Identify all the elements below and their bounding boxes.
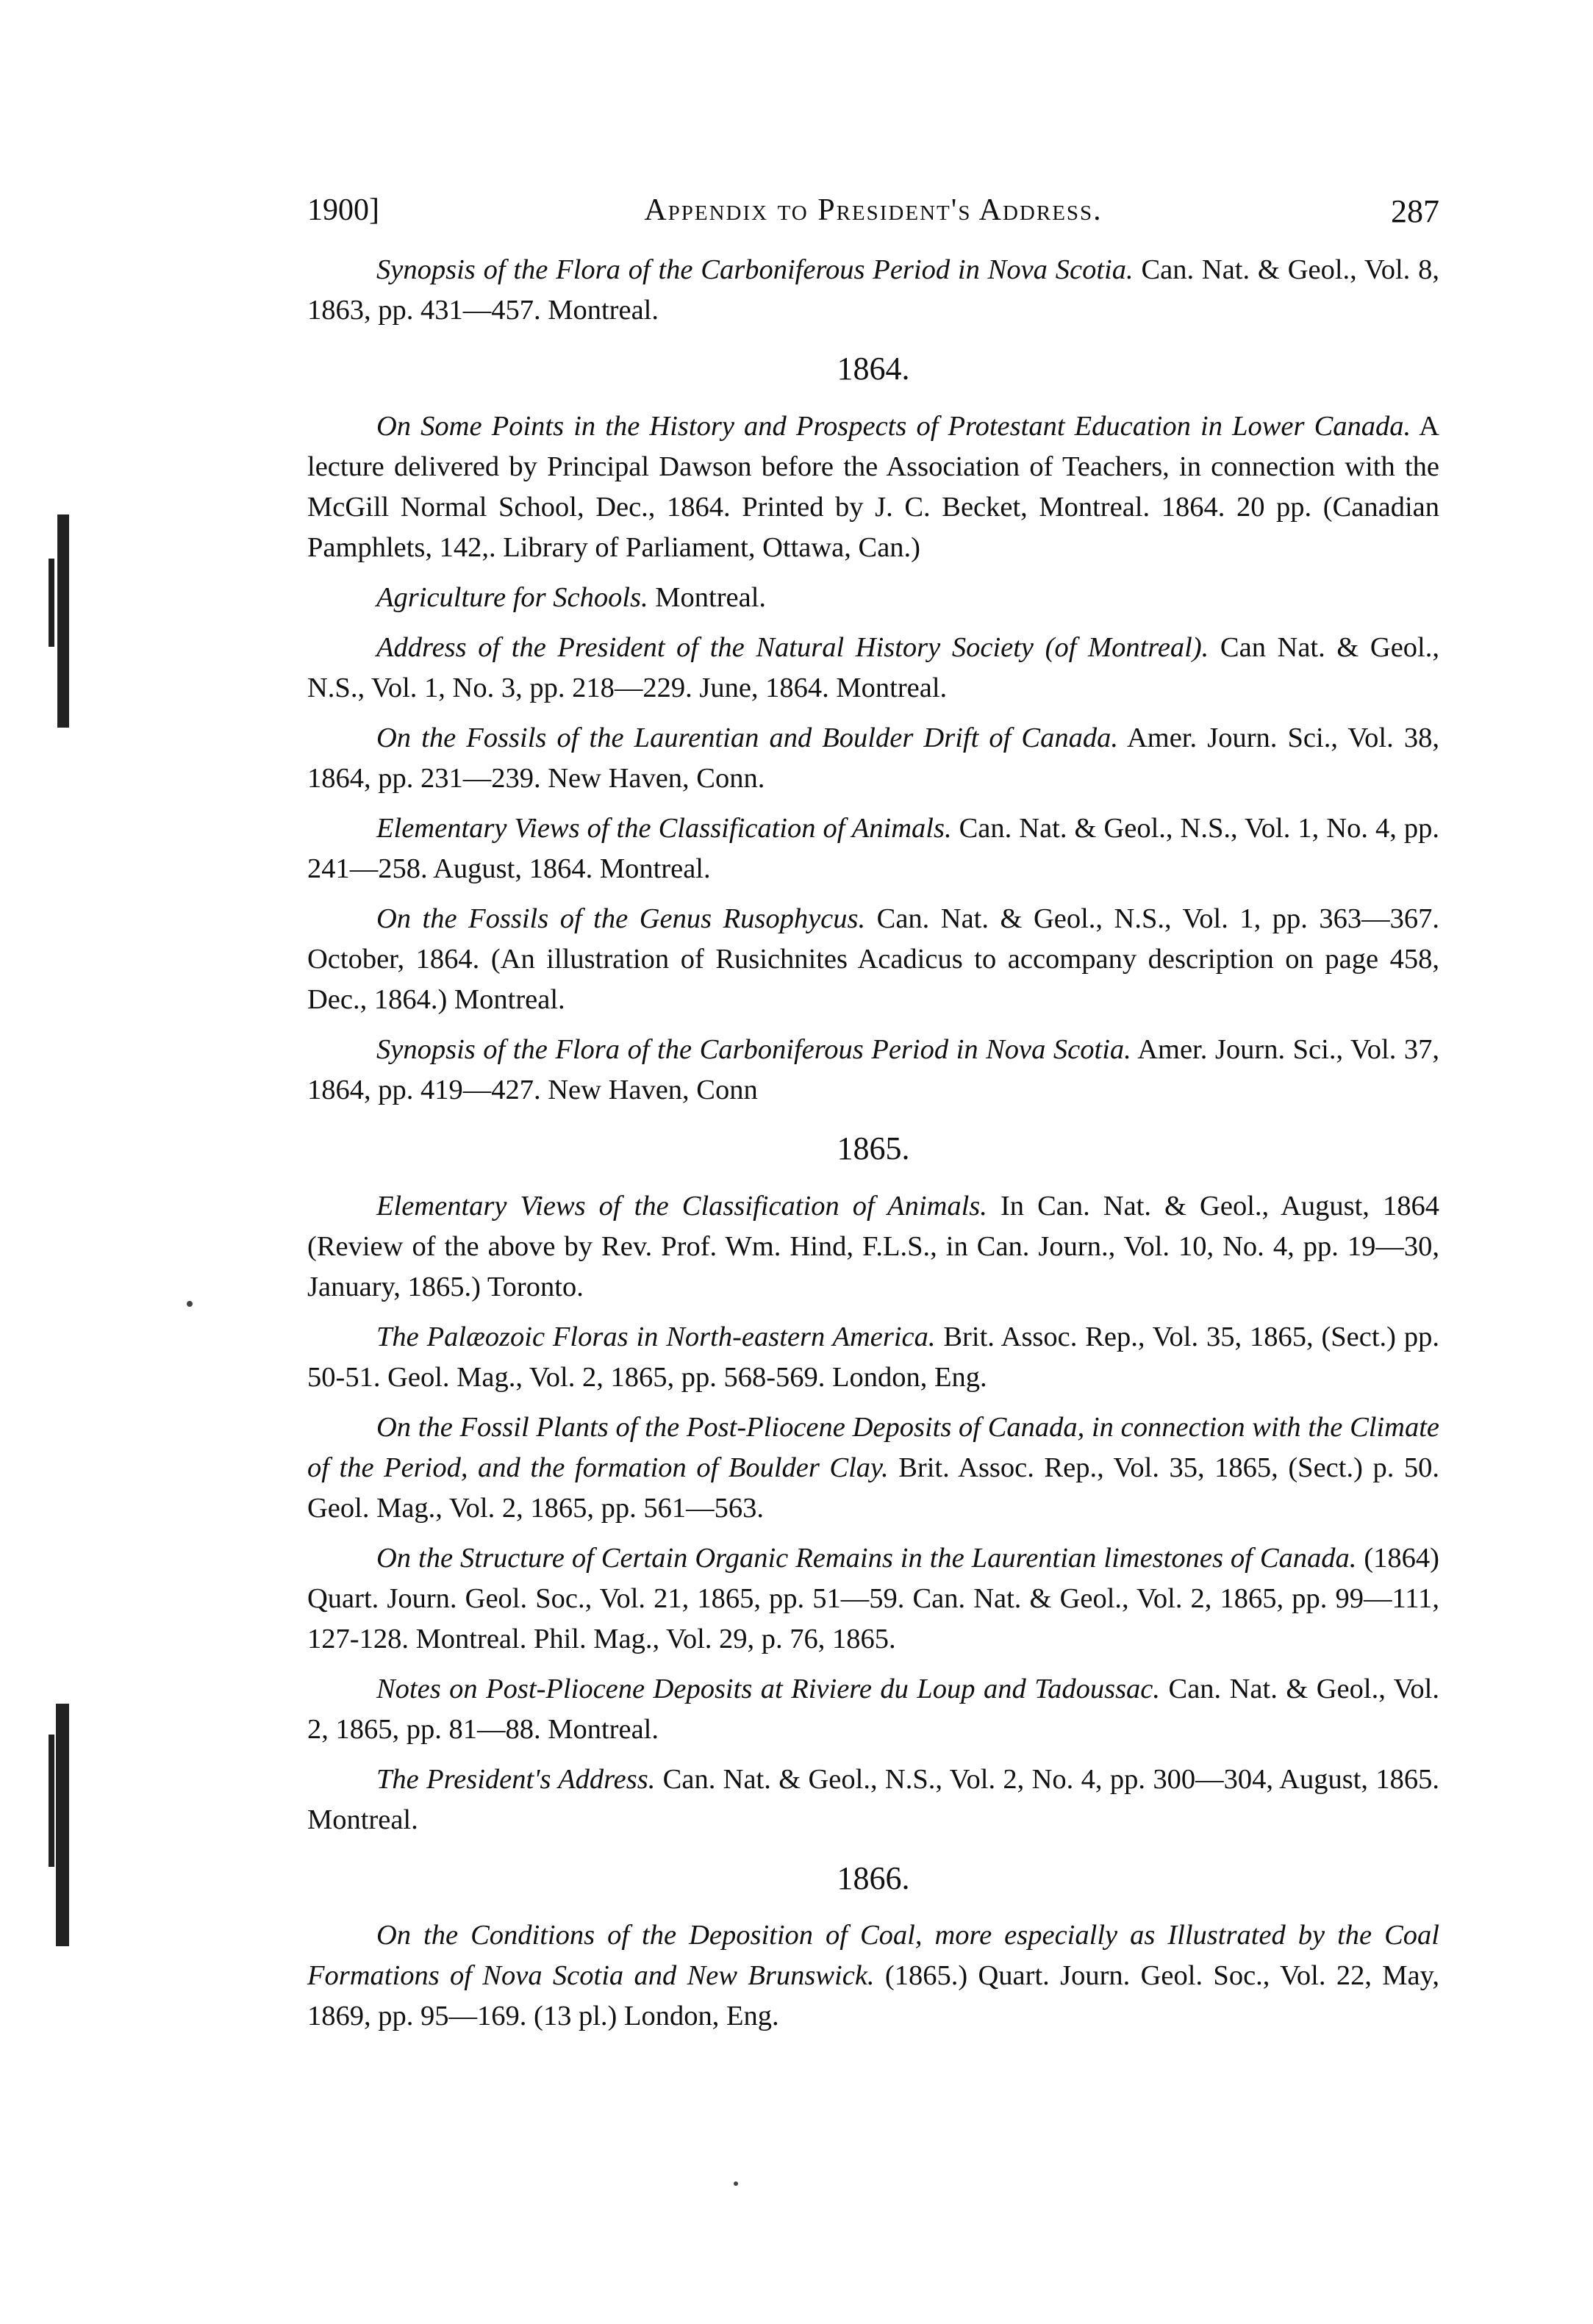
- year-heading: 1865.: [837, 1130, 910, 1166]
- entry-citation: Amer. Journ. Sci., Vol. 38, 1864, pp. 231—239. New Haven, Conn.: [307, 722, 1439, 794]
- entry-title: The President's Address.: [376, 1763, 656, 1795]
- binding-mark: [56, 1704, 69, 1946]
- entry-citation: Can. Nat. & Geol., N.S., Vol. 1, pp. 363—367. October, 1864. (An illustration of Rusichnites Acadicus to accompany description on page 458, Dec., 1864.) Montreal.: [307, 903, 1440, 1015]
- bibliography-entry: [307, 1317, 1439, 1398]
- section-1866: [307, 1859, 1439, 2037]
- entry-title: Notes on Post-Pliocene Deposits at Riviere du Loup and Tadoussac.: [376, 1673, 1161, 1704]
- bibliography-body: [307, 250, 1439, 2046]
- bibliography-entry: [307, 1669, 1439, 1750]
- entry-citation: Brit. Assoc. Rep., Vol. 35, 1865, (Sect.) pp. 50-51. Geol. Mag., Vol. 2, 1865, pp. 568-569. London, Eng.: [307, 1321, 1439, 1393]
- bibliography-entry: [307, 628, 1439, 709]
- section-1865: [307, 1130, 1439, 1840]
- bibliography-entry: [307, 1760, 1439, 1840]
- bibliography-entry: [307, 406, 1439, 568]
- entry-title: On the Fossil Plants of the Post-Pliocene Deposits of Canada, in connection with the Climate of the Period, and the formation of Boulder Clay.: [307, 1411, 1439, 1483]
- entry-title: On the Fossils of the Laurentian and Boulder Drift of Canada.: [376, 722, 1118, 753]
- binding-mark: [57, 514, 69, 728]
- scan-speck: [734, 2181, 738, 2186]
- entry-citation: Can. Nat. & Geol., Vol. 2, 1865, pp. 81—88. Montreal.: [307, 1673, 1440, 1745]
- header-title: Appendix to President's Address.: [644, 193, 1103, 227]
- page-number: 287: [1391, 193, 1439, 229]
- bibliography-entry: [307, 578, 1439, 618]
- year-heading: 1864.: [837, 351, 910, 387]
- bibliography-entry: [307, 250, 1439, 331]
- header-year: 1900]: [307, 193, 379, 227]
- entry-title: On the Fossils of the Genus Rusophycus.: [376, 903, 866, 934]
- bibliography-entry: [307, 1186, 1439, 1308]
- entry-citation: Can. Nat. & Geol., N.S., Vol. 2, No. 4, pp. 300—304, August, 1865. Montreal.: [307, 1763, 1439, 1835]
- entry-citation: Can. Nat. & Geol., Vol. 8, 1863, pp. 431—457. Montreal.: [307, 254, 1440, 326]
- entry-citation: Amer. Journ. Sci., Vol. 37, 1864, pp. 419—427. New Haven, Conn: [307, 1033, 1439, 1105]
- entry-title: On the Conditions of the Deposition of Coal, more especially as Illustrated by the Coal Formations of Nova Scotia and New Brunswick.: [307, 1920, 1439, 1992]
- bibliography-entry: [307, 1538, 1439, 1660]
- entry-title: On the Structure of Certain Organic Remains in the Laurentian limestones of Canada.: [376, 1542, 1357, 1574]
- bibliography-entry: [307, 1030, 1439, 1111]
- entry-citation: (1865.) Quart. Journ. Geol. Soc., Vol. 22, May, 1869, pp. 95—169. (13 pl.) London, Eng.: [307, 1960, 1439, 2032]
- year-heading: 1866.: [837, 1859, 910, 1896]
- bibliography-entry: [307, 1407, 1439, 1529]
- entry-citation: In Can. Nat. & Geol., August, 1864 (Review of the above by Rev. Prof. Wm. Hind, F.L.S., in Can. Journ., Vol. 10, No. 4, pp. 19—30, January, 1865.) Toronto.: [307, 1190, 1439, 1302]
- entry-title: Agriculture for Schools.: [376, 581, 648, 613]
- entry-citation: Can. Nat. & Geol., N.S., Vol. 1, No. 4, pp. 241—258. August, 1864. Montreal.: [307, 812, 1439, 884]
- bibliography-entry: [307, 808, 1439, 889]
- entry-title: Elementary Views of the Classification of Animals.: [376, 1190, 987, 1222]
- running-header: [307, 193, 1439, 237]
- entry-title: Elementary Views of the Classification of Animals.: [376, 812, 952, 844]
- entry-title: Synopsis of the Flora of the Carboniferous Period in Nova Scotia.: [376, 254, 1134, 285]
- scan-speck: [187, 1301, 193, 1307]
- section-continued: [307, 250, 1439, 331]
- entry-title: Address of the President of the Natural History Society (of Montreal).: [376, 631, 1209, 663]
- binding-mark: [49, 559, 54, 647]
- section-1864: [307, 350, 1439, 1111]
- binding-mark: [49, 1735, 54, 1867]
- entry-citation: Can Nat. & Geol., N.S., Vol. 1, No. 3, pp. 218—229. June, 1864. Montreal.: [307, 631, 1440, 703]
- entry-title: Synopsis of the Flora of the Carboniferous Period in Nova Scotia.: [376, 1033, 1131, 1065]
- bibliography-entry: [307, 718, 1439, 799]
- entry-citation: A lecture delivered by Principal Dawson before the Association of Teachers, in connection with the McGill Normal School, Dec., 1864. Printed by J. C. Becket, Montreal. 1864. 20 pp. (Canadian Pamphlets, 142,. Library of Parliament, Ottawa, Can.): [307, 410, 1439, 563]
- bibliography-entry: [307, 1915, 1439, 2037]
- entry-title: The Palæozoic Floras in North-eastern America.: [376, 1321, 936, 1352]
- entry-citation: Montreal.: [655, 581, 767, 613]
- entry-citation: (1864) Quart. Journ. Geol. Soc., Vol. 21, 1865, pp. 51—59. Can. Nat. & Geol., Vol. 2, 1865, pp. 99—111, 127-128. Montreal. Phil. Mag., Vol. 29, p. 76, 1865.: [307, 1542, 1440, 1654]
- bibliography-entry: [307, 899, 1439, 1020]
- entry-title: On Some Points in the History and Prospects of Protestant Education in Lower Canada.: [376, 410, 1411, 442]
- entry-citation: Brit. Assoc. Rep., Vol. 35, 1865, (Sect.) p. 50. Geol. Mag., Vol. 2, 1865, pp. 561—563.: [307, 1452, 1440, 1524]
